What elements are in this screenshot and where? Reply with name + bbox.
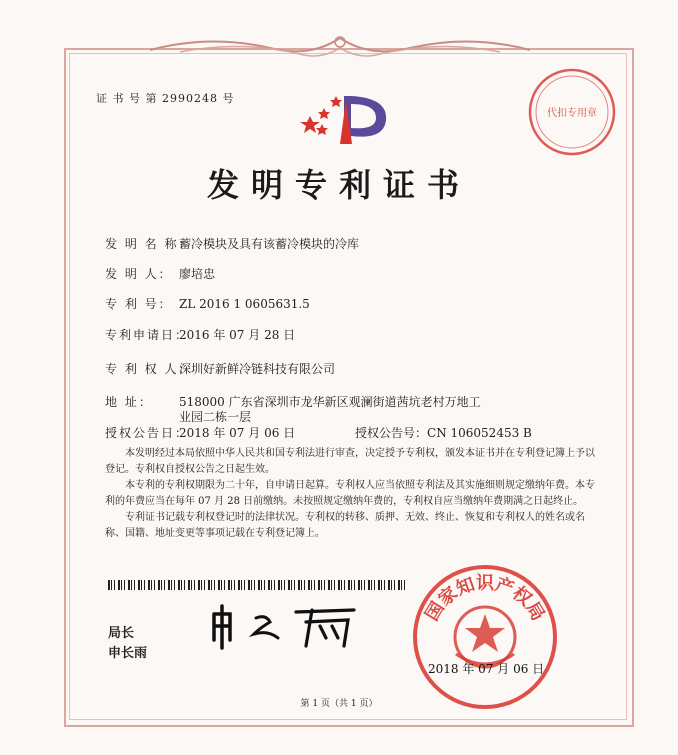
top-ornament xyxy=(150,30,530,64)
field-value: CN 106052453 B xyxy=(427,426,532,440)
field-label: 发 明 人： xyxy=(105,267,173,281)
field-label: 专 利 权 人： xyxy=(105,362,193,376)
patent-number-row xyxy=(105,295,310,312)
certificate-body xyxy=(105,446,598,542)
grant-date-row xyxy=(105,424,295,441)
address-row xyxy=(105,393,481,410)
field-label: 授权公告号： xyxy=(355,426,428,440)
field-value: 深圳好新鲜冷链科技有限公司 xyxy=(179,362,336,376)
field-label: 发 明 名 称： xyxy=(105,237,193,251)
inventor-row xyxy=(105,265,215,282)
agency-stamp-text: 代扣专用章 xyxy=(547,108,597,119)
field-value: 2016 年 07 月 28 日 xyxy=(179,328,296,342)
director-signature xyxy=(208,600,358,652)
grant-number-row xyxy=(355,424,532,441)
body-paragraph: 专利证书记载专利权登记时的法律状况。专利权的转移、质押、无效、终止、恢复和专利权人的姓名或名称、国籍、地址变更等事项记载在专利登记簿上。 xyxy=(105,512,585,539)
director-title: 局长 xyxy=(108,626,135,641)
official-seal xyxy=(410,562,560,712)
patentee-row xyxy=(105,360,335,377)
field-value: ZL 2016 1 0605631.5 xyxy=(179,297,310,311)
field-value: 廖培忠 xyxy=(179,267,216,281)
body-paragraph: 本发明经过本局依照中华人民共和国专利法进行审查，决定授予专利权，颁发本证书并在专利登记簿上予以登记。专利权自授权公告之日起生效。 xyxy=(105,448,595,475)
seal-date: 2018 年 07 月 06 日 xyxy=(428,662,545,676)
barcode xyxy=(108,580,408,590)
director-name: 申长雨 xyxy=(108,646,148,661)
body-paragraph: 本专利的专利权期限为二十年，自申请日起算。专利权人应当依照专利法及其实施细则规定缴纳年费。本专利的年费应当在每年 07 月 28 日前缴纳。未按照规定缴纳年费的，专利权自应当缴纳年费期满之日起终止。 xyxy=(105,480,595,507)
field-label: 地 址： xyxy=(105,395,153,409)
field-label: 专 利 号： xyxy=(105,297,173,311)
field-label: 专利申请日： xyxy=(105,328,190,342)
sipo-logo xyxy=(296,86,392,150)
certificate-title: 发明专利证书 xyxy=(206,166,471,204)
page-number: 第 1 页（共 1 页） xyxy=(300,699,378,709)
agency-stamp xyxy=(526,66,618,158)
field-value: 蓄冷模块及具有该蓄冷模块的冷库 xyxy=(179,237,360,251)
address-line-2: 业园二栋一层 xyxy=(179,410,252,424)
field-value: 518000 广东省深圳市龙华新区观澜街道茜坑老村万地工 xyxy=(179,395,481,409)
field-value: 2018 年 07 月 06 日 xyxy=(179,426,296,440)
application-date-row xyxy=(105,326,295,343)
certificate-number: 证 书 号 第 2990248 号 xyxy=(96,92,235,105)
field-label: 授权公告日： xyxy=(105,426,190,440)
invention-name-row xyxy=(105,235,359,252)
seal-text: 国家知识产权局 xyxy=(421,573,549,625)
